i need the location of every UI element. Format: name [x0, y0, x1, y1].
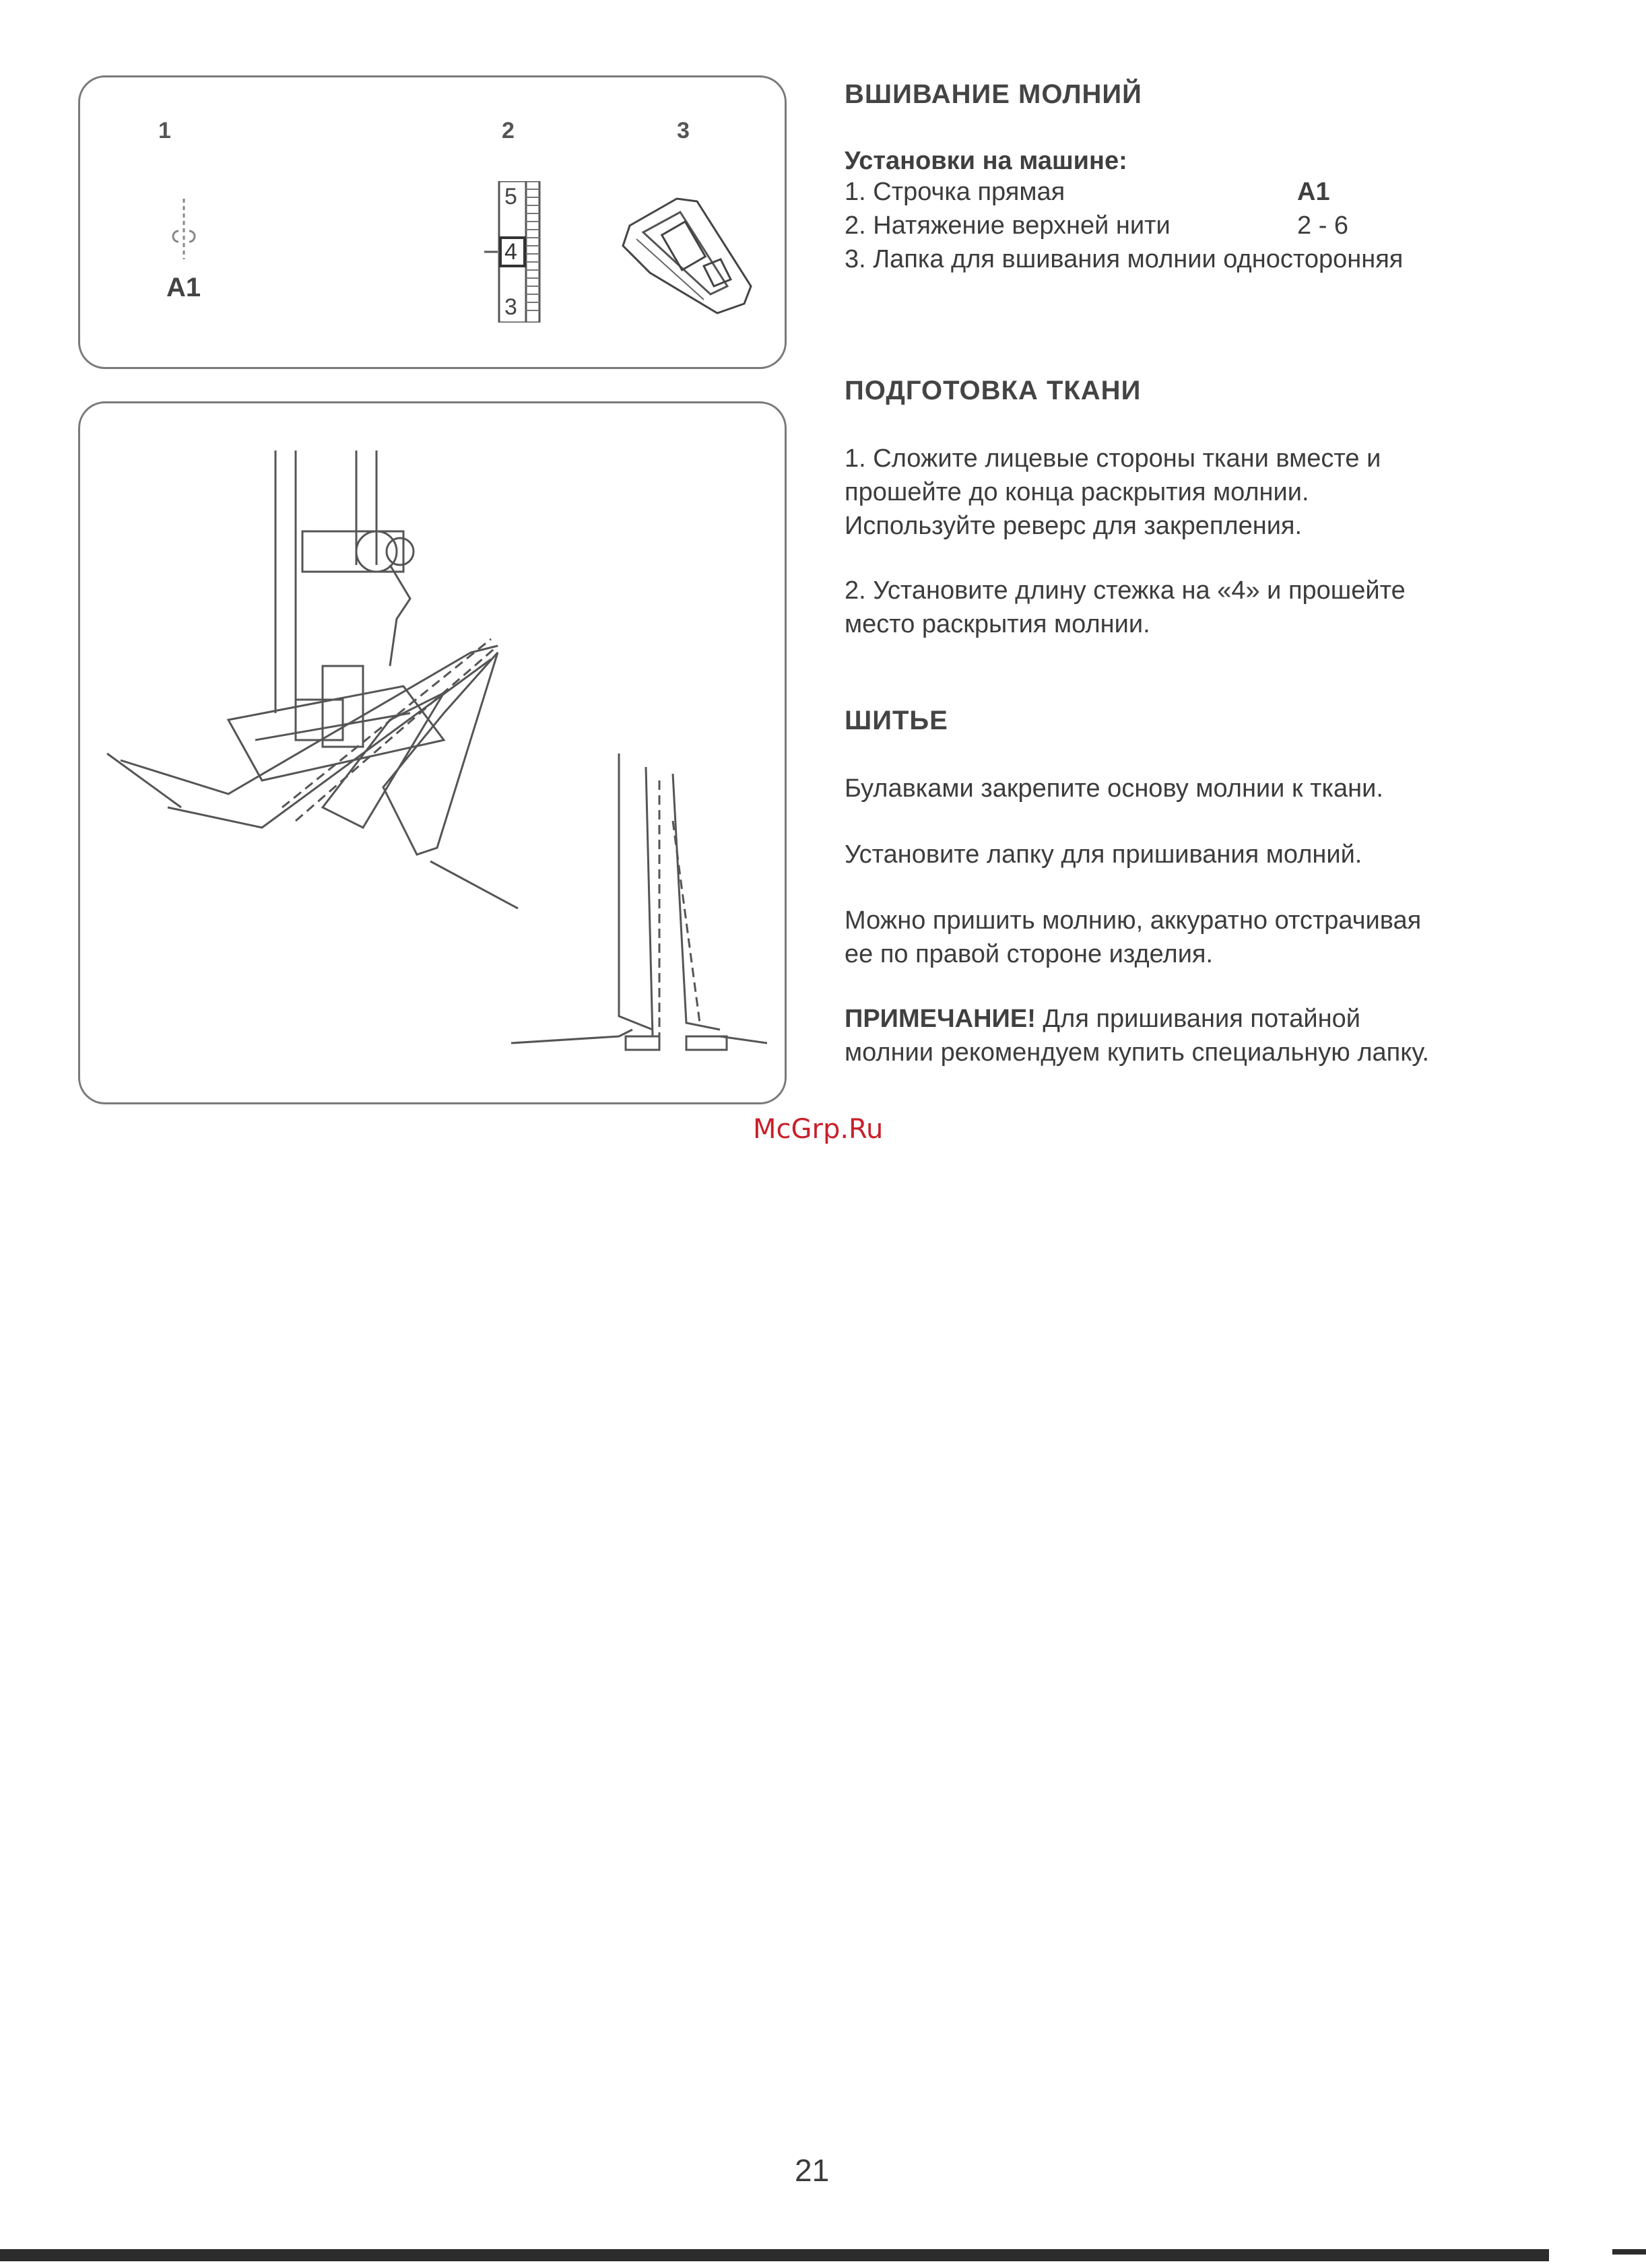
machine-settings-title: Установки на машине:	[845, 147, 1127, 175]
sewing-section-title: ШИТЬЕ	[845, 706, 948, 735]
watermark-text: McGrp.Ru	[753, 1114, 884, 1145]
sewing-para-3-line-2: ее по правой стороне изделия.	[845, 940, 1214, 968]
settings-figure-panel	[78, 75, 787, 369]
prep-step-1-line-2: прошейте до конца раскрытия молнии.	[845, 478, 1309, 506]
note-line-1	[845, 1002, 1592, 1036]
zipper-section-title: ВШИВАНИЕ МОЛНИЙ	[845, 79, 1142, 109]
sewing-para-1: Булавками закрепите основу молнии к ткани.	[845, 774, 1383, 803]
prep-step-2-line-2: место раскрытия молнии.	[845, 610, 1150, 638]
step-3-label: 3	[677, 118, 690, 143]
dial-scale-icon	[484, 181, 552, 323]
setting-row-2-label: 2. Натяжение верхней нити	[845, 211, 1171, 240]
note-line-2: молнии рекомендуем купить специальную лапку.	[845, 1038, 1430, 1067]
step-1-label: 1	[158, 118, 171, 143]
prep-step-2-line-1: 2. Установите длину стежка на «4» и прошейте	[845, 576, 1406, 605]
straight-stitch-icon	[164, 199, 204, 279]
zipper-sewing-illustration	[94, 444, 767, 1090]
note-text-1: Для пришивания потайной	[1035, 1005, 1360, 1033]
setting-row-1-value: A1	[1297, 178, 1330, 206]
zipper-foot-icon	[603, 185, 764, 320]
bottom-scan-bar	[0, 2249, 1549, 2261]
setting-row-3-label: 3. Лапка для вшивания молнии односторонняя	[845, 245, 1404, 273]
dial-value-4: 4	[504, 239, 517, 265]
bottom-scan-bar-right	[1612, 2249, 1646, 2255]
note-label: ПРИМЕЧАНИЕ!	[845, 1005, 1036, 1033]
dial-value-3: 3	[504, 294, 517, 320]
setting-row-1-label: 1. Строчка прямая	[845, 178, 1065, 206]
dial-value-5: 5	[504, 184, 517, 209]
stitch-length-dial	[484, 181, 552, 323]
step-2-label: 2	[502, 118, 515, 143]
pattern-code: A1	[166, 273, 201, 302]
sewing-para-2: Установите лапку для пришивания молний.	[845, 840, 1362, 869]
prep-step-1-line-3: Используйте реверс для закрепления.	[845, 512, 1303, 540]
fabric-prep-title: ПОДГОТОВКА ТКАНИ	[845, 376, 1142, 405]
sewing-para-3-line-1: Можно пришить молнию, аккуратно отстрачивая	[845, 906, 1422, 935]
sewing-illustration-panel	[78, 401, 787, 1104]
setting-row-2-value: 2 - 6	[1297, 211, 1349, 240]
prep-step-1-line-1: 1. Сложите лицевые стороны ткани вместе и	[845, 444, 1381, 473]
page-number: 21	[795, 2153, 830, 2188]
